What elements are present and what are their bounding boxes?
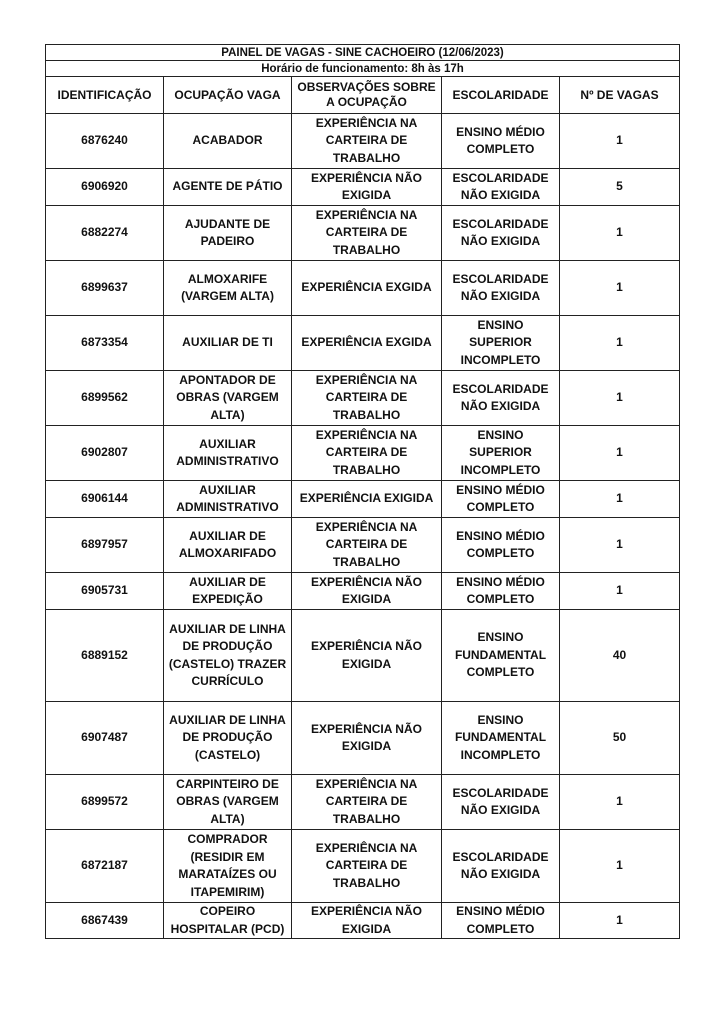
table-row [46, 903, 680, 939]
table-row [46, 261, 680, 316]
education: ENSINO SUPERIOR INCOMPLETO [442, 426, 560, 481]
vacancy-count: 1 [560, 316, 680, 371]
opening-hours: Horário de funcionamento: 8h às 17h [46, 61, 680, 77]
observation: EXPERIÊNCIA NA CARTEIRA DE TRABALHO [292, 114, 442, 169]
column-header-education: ESCOLARIDADE [442, 77, 560, 114]
occupation: AGENTE DE PÁTIO [164, 169, 292, 206]
panel-title: PAINEL DE VAGAS - SINE CACHOEIRO (12/06/2023) [46, 45, 680, 61]
vacancy-count: 1 [560, 426, 680, 481]
occupation: AUXILIAR DE LINHA DE PRODUÇÃO (CASTELO) TRAZER CURRÍCULO [164, 610, 292, 702]
vacancy-count: 1 [560, 775, 680, 830]
vacancy-count: 1 [560, 903, 680, 939]
table-row [46, 316, 680, 371]
column-header-occupation: OCUPAÇÃO VAGA [164, 77, 292, 114]
education: ENSINO FUNDAMENTAL COMPLETO [442, 610, 560, 702]
occupation: AUXILIAR DE ALMOXARIFADO [164, 518, 292, 573]
vacancy-id: 6902807 [46, 426, 164, 481]
vacancy-count: 1 [560, 573, 680, 610]
vacancy-id: 6906920 [46, 169, 164, 206]
observation: EXPERIÊNCIA NA CARTEIRA DE TRABALHO [292, 518, 442, 573]
vacancy-count: 1 [560, 518, 680, 573]
table-row [46, 426, 680, 481]
table-row [46, 610, 680, 702]
education: ESCOLARIDADE NÃO EXIGIDA [442, 371, 560, 426]
table-row [46, 206, 680, 261]
observation: EXPERIÊNCIA NÃO EXIGIDA [292, 610, 442, 702]
occupation: APONTADOR DE OBRAS (VARGEM ALTA) [164, 371, 292, 426]
occupation: AUXILIAR DE EXPEDIÇÃO [164, 573, 292, 610]
job-vacancy-table [45, 44, 680, 939]
education: ESCOLARIDADE NÃO EXIGIDA [442, 775, 560, 830]
column-header-id: IDENTIFICAÇÃO [46, 77, 164, 114]
table-row [46, 573, 680, 610]
vacancy-count: 5 [560, 169, 680, 206]
occupation: ALMOXARIFE (VARGEM ALTA) [164, 261, 292, 316]
education: ENSINO MÉDIO COMPLETO [442, 114, 560, 169]
vacancy-id: 6905731 [46, 573, 164, 610]
vacancy-count: 1 [560, 206, 680, 261]
table-row [46, 481, 680, 518]
vacancy-id: 6876240 [46, 114, 164, 169]
table-row [46, 371, 680, 426]
observation: EXPERIÊNCIA NA CARTEIRA DE TRABALHO [292, 830, 442, 903]
table-row [46, 702, 680, 775]
vacancy-count: 1 [560, 371, 680, 426]
education: ENSINO SUPERIOR INCOMPLETO [442, 316, 560, 371]
vacancy-id: 6899572 [46, 775, 164, 830]
observation: EXPERIÊNCIA NÃO EXIGIDA [292, 702, 442, 775]
vacancy-count: 1 [560, 481, 680, 518]
table-row [46, 775, 680, 830]
observation: EXPERIÊNCIA NA CARTEIRA DE TRABALHO [292, 371, 442, 426]
vacancy-count: 50 [560, 702, 680, 775]
vacancy-id: 6882274 [46, 206, 164, 261]
table-row [46, 830, 680, 903]
observation: EXPERIÊNCIA EXIGIDA [292, 481, 442, 518]
education: ESCOLARIDADE NÃO EXIGIDA [442, 261, 560, 316]
column-header-vacancies: Nº DE VAGAS [560, 77, 680, 114]
vacancy-id: 6873354 [46, 316, 164, 371]
vacancy-id: 6899562 [46, 371, 164, 426]
education: ENSINO MÉDIO COMPLETO [442, 573, 560, 610]
occupation: CARPINTEIRO DE OBRAS (VARGEM ALTA) [164, 775, 292, 830]
education: ENSINO FUNDAMENTAL INCOMPLETO [442, 702, 560, 775]
occupation: COPEIRO HOSPITALAR (PCD) [164, 903, 292, 939]
table-row [46, 518, 680, 573]
observation: EXPERIÊNCIA EXGIDA [292, 316, 442, 371]
observation: EXPERIÊNCIA NA CARTEIRA DE TRABALHO [292, 206, 442, 261]
observation: EXPERIÊNCIA NÃO EXIGIDA [292, 169, 442, 206]
vacancy-id: 6867439 [46, 903, 164, 939]
vacancy-count: 40 [560, 610, 680, 702]
occupation: AJUDANTE DE PADEIRO [164, 206, 292, 261]
table-row [46, 114, 680, 169]
education: ENSINO MÉDIO COMPLETO [442, 903, 560, 939]
occupation: ACABADOR [164, 114, 292, 169]
observation: EXPERIÊNCIA NA CARTEIRA DE TRABALHO [292, 775, 442, 830]
vacancy-id: 6899637 [46, 261, 164, 316]
vacancy-count: 1 [560, 114, 680, 169]
education: ESCOLARIDADE NÃO EXIGIDA [442, 169, 560, 206]
education: ESCOLARIDADE NÃO EXIGIDA [442, 830, 560, 903]
vacancy-id: 6889152 [46, 610, 164, 702]
observation: EXPERIÊNCIA NÃO EXIGIDA [292, 903, 442, 939]
vacancy-count: 1 [560, 261, 680, 316]
vacancy-id: 6906144 [46, 481, 164, 518]
table-row [46, 169, 680, 206]
education: ENSINO MÉDIO COMPLETO [442, 518, 560, 573]
occupation: COMPRADOR (RESIDIR EM MARATAÍZES OU ITAPEMIRIM) [164, 830, 292, 903]
education: ENSINO MÉDIO COMPLETO [442, 481, 560, 518]
occupation: AUXILIAR ADMINISTRATIVO [164, 426, 292, 481]
occupation: AUXILIAR DE LINHA DE PRODUÇÃO (CASTELO) [164, 702, 292, 775]
column-header-observation: OBSERVAÇÕES SOBRE A OCUPAÇÃO [292, 77, 442, 114]
occupation: AUXILIAR ADMINISTRATIVO [164, 481, 292, 518]
occupation: AUXILIAR DE TI [164, 316, 292, 371]
observation: EXPERIÊNCIA EXGIDA [292, 261, 442, 316]
education: ESCOLARIDADE NÃO EXIGIDA [442, 206, 560, 261]
observation: EXPERIÊNCIA NA CARTEIRA DE TRABALHO [292, 426, 442, 481]
vacancy-id: 6907487 [46, 702, 164, 775]
vacancy-count: 1 [560, 830, 680, 903]
vacancy-id: 6897957 [46, 518, 164, 573]
vacancy-id: 6872187 [46, 830, 164, 903]
observation: EXPERIÊNCIA NÃO EXIGIDA [292, 573, 442, 610]
